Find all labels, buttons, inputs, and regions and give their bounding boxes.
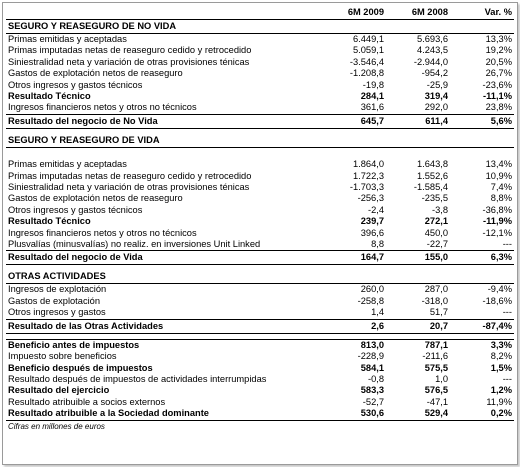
value-6m-2009: -256,3	[357, 193, 384, 204]
value-6m-2009: -228,9	[357, 351, 384, 362]
value-var-pct: 13,3%	[485, 34, 512, 44]
value-6m-2008: 787,1	[386, 339, 450, 351]
table-row	[6, 91, 514, 102]
value-var-pct: -11,1%	[483, 91, 512, 102]
value-6m-2009: 260,0	[360, 284, 384, 295]
row-label: Gastos de explotación netos de reaseguro	[8, 193, 183, 204]
section-heading-row	[6, 270, 514, 284]
value-var-pct: ---	[502, 239, 512, 250]
summary-row	[6, 374, 514, 385]
value-var-pct: 13,4%	[485, 159, 512, 170]
table-row	[6, 284, 514, 296]
table-row	[6, 34, 514, 46]
table-row	[6, 45, 514, 56]
value-6m-2009: 583,3	[360, 385, 384, 396]
row-label: Ingresos financieros netos y otros no técnicos	[8, 227, 197, 238]
row-label: Resultado del negocio de Vida	[6, 251, 328, 265]
value-6m-2009: 5.059,1	[352, 45, 384, 56]
value-var-pct: 0,2%	[490, 408, 512, 419]
section-total-row	[6, 251, 514, 265]
value-var-pct: -87,4%	[450, 319, 514, 333]
summary-row	[6, 363, 514, 374]
row-label: Resultado Técnico	[8, 91, 91, 102]
section-heading-row	[6, 134, 514, 148]
value-6m-2008: 1.643,8	[416, 159, 448, 170]
row-label: Plusvalías (minusvalías) no realiz. en inversiones Unit Linked	[8, 239, 261, 250]
value-var-pct: -12,1%	[482, 227, 512, 238]
row-label: Primas imputadas netas de reaseguro cedido y retrocedido	[8, 45, 252, 56]
row-label: Beneficio después de impuestos	[8, 362, 153, 373]
value-6m-2008: -235,5	[421, 193, 448, 204]
summary-row	[6, 339, 514, 351]
value-6m-2009: 1.722,3	[352, 170, 384, 181]
row-label: Primas emitidas y aceptadas	[8, 159, 127, 170]
value-var-pct: ---	[502, 373, 512, 384]
value-6m-2008: -3,8	[431, 204, 448, 215]
table-row	[6, 193, 514, 204]
value-6m-2009: 530,6	[360, 408, 384, 419]
value-6m-2008: 20,7	[386, 319, 450, 333]
value-6m-2009: -52,7	[362, 396, 384, 407]
row-label: Resultado atribuible a la Sociedad dominante	[8, 408, 209, 419]
value-var-pct: -18,6%	[482, 295, 512, 306]
value-6m-2008: 450,0	[424, 227, 448, 238]
section-title: SEGURO Y REASEGURO DE VIDA	[6, 134, 514, 148]
value-6m-2009: 361,6	[360, 102, 384, 113]
value-var-pct: -23,6%	[482, 79, 512, 90]
value-6m-2008: 576,5	[424, 385, 448, 396]
value-6m-2008: -211,6	[422, 351, 448, 362]
value-6m-2009: 1,4	[371, 307, 384, 318]
value-var-pct: 11,9%	[486, 396, 512, 407]
value-6m-2009: 8,8	[371, 239, 384, 250]
value-var-pct: -9,4%	[487, 284, 512, 295]
value-6m-2009: 284,1	[360, 91, 384, 102]
footnote: Cifras en millones de euros	[6, 420, 514, 432]
value-6m-2009: -3.546,4	[349, 56, 384, 67]
table-row	[6, 80, 514, 91]
row-label: Resultado de las Otras Actividades	[6, 319, 328, 333]
value-var-pct: -11,9%	[483, 216, 512, 227]
value-6m-2009: 1.864,0	[352, 159, 384, 170]
row-label: Primas emitidas y aceptadas	[8, 34, 127, 44]
row-label: Resultado Técnico	[8, 216, 91, 227]
header-row	[6, 6, 514, 20]
value-6m-2008: 5.693,6	[416, 34, 448, 44]
value-var-pct: 20,5%	[485, 56, 512, 67]
value-6m-2008: 292,0	[424, 102, 448, 113]
table-row	[6, 159, 514, 170]
value-var-pct: 3,3%	[450, 339, 514, 351]
section-heading-row	[6, 20, 514, 34]
value-6m-2008: 155,0	[386, 251, 450, 265]
value-6m-2008: 4.243,5	[416, 45, 448, 56]
table-row	[6, 147, 514, 159]
value-var-pct	[450, 147, 514, 159]
header-6m-2008: 6M 2008	[386, 6, 450, 20]
row-label: Gastos de explotación netos de reaseguro	[8, 68, 183, 79]
row-label: Siniestralidad neta y variación de otras provisiones ténicas	[8, 56, 250, 67]
row-label: Siniestralidad neta y variación de otras provisiones ténicas	[8, 182, 250, 193]
footnote-row	[6, 420, 514, 432]
value-6m-2009: -1.208,8	[349, 68, 384, 79]
value-6m-2008: -1.585,4	[413, 182, 448, 193]
section-title: SEGURO Y REASEGURO DE NO VIDA	[6, 20, 514, 34]
table-row	[6, 57, 514, 68]
table-row	[6, 228, 514, 239]
value-6m-2008: 611,4	[386, 114, 450, 128]
header-var-pct: Var. %	[450, 6, 514, 20]
value-6m-2008: -47,1	[426, 396, 448, 407]
value-6m-2009: 396,6	[360, 227, 384, 238]
value-var-pct: 26,7%	[485, 68, 512, 79]
value-6m-2009: 645,7	[328, 114, 386, 128]
value-6m-2009: 239,7	[360, 216, 384, 227]
summary-row	[6, 397, 514, 408]
value-6m-2009: -1.703,3	[349, 182, 384, 193]
value-var-pct: 6,3%	[450, 251, 514, 265]
value-6m-2008: 272,1	[424, 216, 448, 227]
value-var-pct: 23,8%	[485, 102, 512, 113]
row-label: Resultado después de impuestos de actividades interrumpidas	[8, 373, 267, 384]
table-row	[6, 239, 514, 251]
row-label: Ingresos de explotación	[8, 284, 107, 295]
table-row	[6, 102, 514, 114]
row-label: Otros ingresos y gastos técnicos	[8, 204, 143, 215]
table-row	[6, 205, 514, 216]
row-label: Otros ingresos y gastos	[8, 307, 106, 318]
value-6m-2008: 51,7	[429, 307, 448, 318]
value-var-pct: ---	[502, 307, 512, 318]
value-var-pct: 1,2%	[490, 385, 512, 396]
table-row	[6, 68, 514, 79]
value-6m-2008: 1.552,6	[416, 170, 448, 181]
value-var-pct: 5,6%	[450, 114, 514, 128]
row-label: Otros ingresos y gastos técnicos	[8, 79, 143, 90]
table-row	[6, 307, 514, 319]
value-6m-2009: -0,8	[367, 373, 384, 384]
value-var-pct: 10,9%	[485, 170, 512, 181]
value-var-pct: -36,8%	[482, 204, 512, 215]
summary-row	[6, 385, 514, 396]
section-total-row	[6, 319, 514, 333]
value-6m-2009: -19,8	[362, 79, 384, 90]
value-6m-2009: 164,7	[328, 251, 386, 265]
value-var-pct: 8,2%	[490, 351, 512, 362]
value-var-pct: 1,5%	[490, 362, 512, 373]
value-6m-2008: -22,7	[426, 239, 448, 250]
value-6m-2008: 287,0	[424, 284, 448, 295]
value-6m-2008: -25,9	[426, 79, 448, 90]
table-row	[6, 216, 514, 227]
value-6m-2008: 575,5	[424, 362, 448, 373]
summary-row	[6, 351, 514, 362]
row-label: Gastos de explotación	[8, 295, 100, 306]
summary-row	[6, 408, 514, 420]
value-6m-2008: 319,4	[424, 91, 448, 102]
value-6m-2009: -2,4	[367, 204, 384, 215]
row-label: Ingresos financieros netos y otros no técnicos	[8, 102, 197, 113]
row-label: Resultado del ejercicio	[8, 385, 110, 396]
header-label-cell	[6, 6, 328, 20]
value-6m-2009: 6.449,1	[352, 34, 384, 44]
income-statement-table	[6, 6, 514, 432]
value-6m-2008: -318,0	[421, 295, 448, 306]
value-6m-2009: 584,1	[360, 362, 384, 373]
table-row	[6, 296, 514, 307]
value-6m-2009: 2,6	[328, 319, 386, 333]
value-6m-2008	[386, 147, 450, 159]
row-label: Resultado del negocio de No Vida	[6, 114, 328, 128]
value-var-pct: 7,4%	[490, 182, 512, 193]
value-6m-2008: -954,2	[421, 68, 448, 79]
table-row	[6, 182, 514, 193]
table-row	[6, 171, 514, 182]
header-6m-2009: 6M 2009	[328, 6, 386, 20]
row-label	[6, 147, 328, 159]
value-6m-2008: 1,0	[435, 373, 448, 384]
section-title: OTRAS ACTIVIDADES	[6, 270, 514, 284]
table-body	[6, 20, 514, 432]
value-6m-2008: -2.944,0	[413, 56, 448, 67]
value-6m-2008: 529,4	[424, 408, 448, 419]
section-total-row	[6, 114, 514, 128]
value-6m-2009	[328, 147, 386, 159]
row-label: Resultado atribuible a socios externos	[8, 396, 166, 407]
report-frame	[2, 2, 518, 465]
row-label: Beneficio antes de impuestos	[6, 339, 328, 351]
row-label: Impuesto sobre beneficios	[8, 351, 117, 362]
value-var-pct: 8,8%	[490, 193, 512, 204]
value-6m-2009: 813,0	[328, 339, 386, 351]
value-var-pct: 19,2%	[485, 45, 512, 56]
row-label: Primas imputadas netas de reaseguro cedido y retrocedido	[8, 170, 252, 181]
value-6m-2009: -258,8	[357, 295, 384, 306]
